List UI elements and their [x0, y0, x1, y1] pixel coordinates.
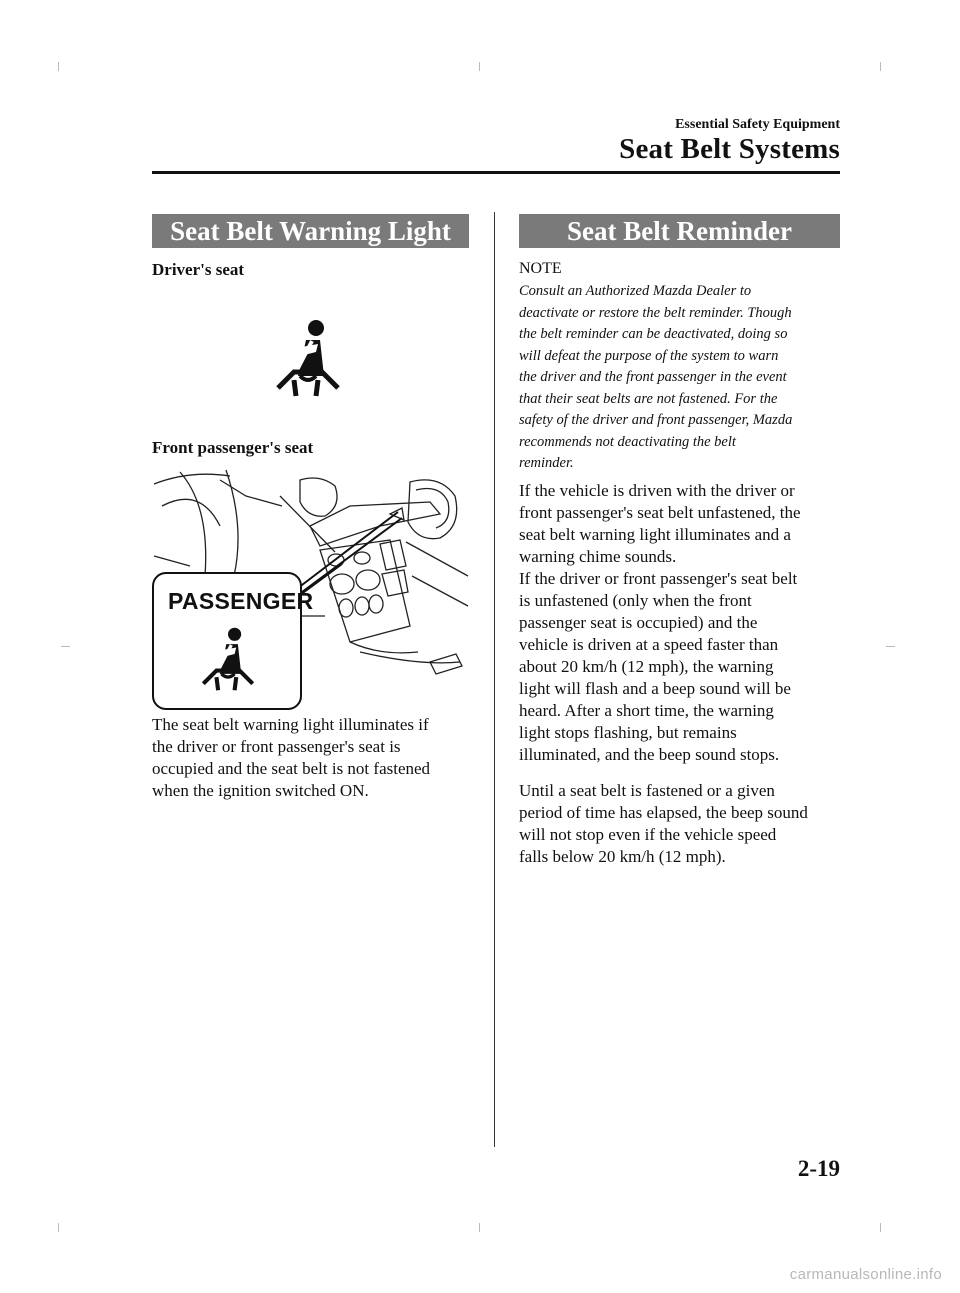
- header-section: Essential Safety Equipment: [675, 117, 840, 132]
- reminder-paragraph-2: [519, 780, 849, 868]
- crop-mark: [886, 646, 895, 647]
- text-line: If the driver or front passenger's seat belt: [519, 569, 798, 588]
- passenger-callout: [152, 572, 314, 710]
- note-line: will defeat the purpose of the system to warn: [519, 347, 779, 364]
- text-line: warning chime sounds.: [519, 547, 677, 566]
- text-line: the driver or front passenger's seat is: [152, 737, 401, 756]
- text-line: passenger seat is occupied) and the: [519, 613, 758, 632]
- note-title: NOTE: [519, 260, 562, 277]
- seatbelt-warning-icon: [274, 318, 342, 398]
- text-line: vehicle is driven at a speed faster than: [519, 635, 779, 654]
- crop-mark: [479, 62, 480, 71]
- text-line: when the ignition switched ON.: [152, 781, 369, 800]
- crop-mark: [479, 1223, 480, 1232]
- crop-mark: [58, 62, 59, 71]
- text-line: is unfastened (only when the front: [519, 591, 752, 610]
- warning-light-description: [152, 714, 482, 802]
- note-line: the belt reminder can be deactivated, doing so: [519, 326, 788, 342]
- note-line: recommends not deactivating the belt: [519, 433, 736, 450]
- text-line: light will flash and a beep sound will be: [519, 679, 791, 698]
- crop-mark: [880, 1223, 881, 1232]
- text-line: occupied and the seat belt is not fastened: [152, 759, 431, 778]
- page-number: 2-19: [797, 1156, 840, 1181]
- text-line: seat belt warning light illuminates and a: [519, 525, 791, 544]
- column-divider: [494, 212, 495, 1147]
- header-rule: [152, 171, 840, 174]
- reminder-paragraph-1: [519, 480, 849, 766]
- text-line: period of time has elapsed, the beep sound: [519, 803, 808, 822]
- text-line: about 20 km/h (12 mph), the warning: [519, 657, 774, 676]
- text-line: Until a seat belt is fastened or a given: [519, 781, 775, 800]
- text-line: will not stop even if the vehicle speed: [519, 825, 777, 844]
- text-line: illuminated, and the beep sound stops.: [519, 745, 780, 764]
- warning-light-banner: Seat Belt Warning Light: [152, 214, 469, 248]
- note-body: [519, 281, 849, 475]
- drivers-seat-label: Driver's seat: [152, 260, 245, 279]
- front-passenger-label: Front passenger's seat: [152, 438, 314, 457]
- text-line: heard. After a short time, the warning: [519, 701, 774, 720]
- text-line: If the vehicle is driven with the driver or: [519, 481, 795, 500]
- passenger-label: PASSENGER: [168, 588, 314, 614]
- crop-mark: [58, 1223, 59, 1232]
- page-title: Seat Belt Systems: [619, 133, 840, 165]
- watermark: carmanualsonline.info: [789, 1266, 942, 1283]
- seatbelt-warning-icon: [200, 624, 256, 694]
- text-line: falls below 20 km/h (12 mph).: [519, 847, 726, 866]
- note-line: deactivate or restore the belt reminder. Though: [519, 304, 792, 321]
- text-line: front passenger's seat belt unfastened, the: [519, 503, 801, 522]
- note-line: Consult an Authorized Mazda Dealer to: [519, 283, 752, 299]
- note-line: the driver and the front passenger in the event: [519, 369, 787, 385]
- crop-mark: [880, 62, 881, 71]
- note-line: safety of the driver and front passenger, Mazda: [519, 412, 793, 428]
- note-line: reminder.: [519, 455, 574, 471]
- reminder-banner: Seat Belt Reminder: [519, 214, 840, 248]
- crop-mark: [61, 646, 70, 647]
- text-line: light stops flashing, but remains: [519, 723, 737, 742]
- note-line: that their seat belts are not fastened. For the: [519, 390, 778, 407]
- text-line: The seat belt warning light illuminates if: [152, 715, 429, 734]
